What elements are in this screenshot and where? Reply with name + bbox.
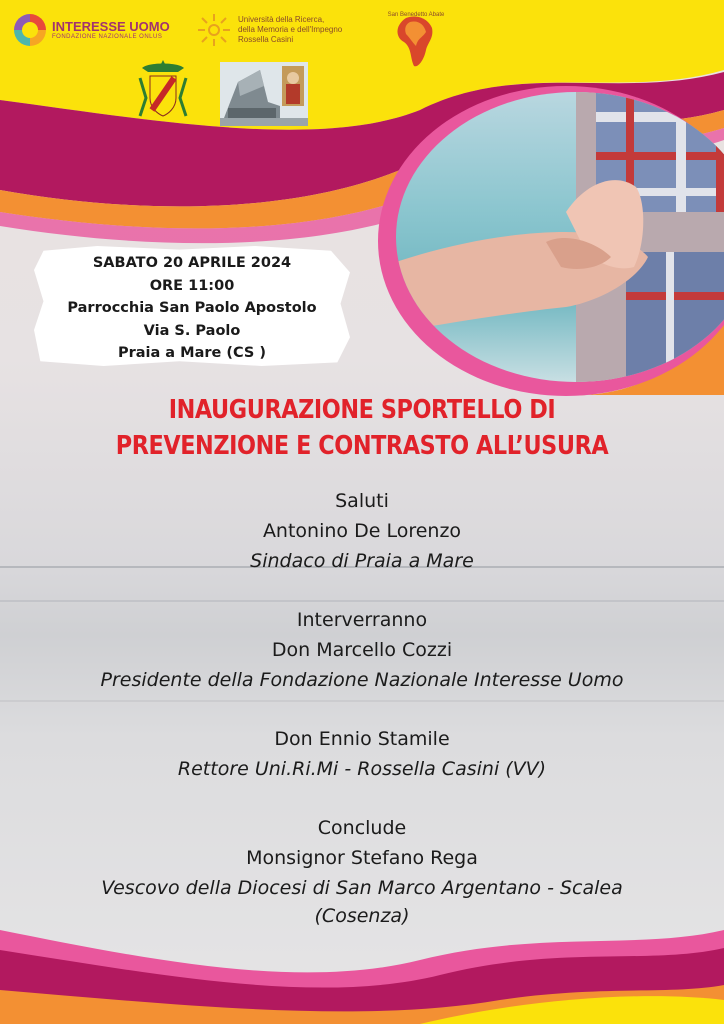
- event-date: SABATO 20 APRILE 2024: [92, 255, 292, 271]
- speaker-2-name: Don Ennio Stamile: [274, 728, 450, 750]
- interesse-uomo-logo-mark: [14, 14, 46, 46]
- sun-icon: [196, 12, 232, 48]
- speaker-2-role: Rettore Uni.Ri.Mi - Rossella Casini (VV): [177, 758, 547, 780]
- saluti-name: Antonino De Lorenzo: [262, 520, 462, 542]
- event-time: ORE 11:00: [149, 277, 235, 294]
- church-logo: [220, 62, 308, 126]
- event-city: Praia a Mare (CS ): [117, 345, 267, 361]
- saluti-role: Sindaco di Praia a Mare: [250, 550, 474, 572]
- speaker-1-name: Don Marcello Cozzi: [271, 639, 453, 661]
- event-info: [34, 252, 350, 365]
- associazione-logo: [386, 8, 446, 72]
- conclude-role: Vescovo della Diocesi di San Marco Argentano - Scalea: [101, 877, 623, 899]
- interesse-uomo-subtitle: FONDAZIONE NAZIONALE ONLUS: [52, 34, 163, 40]
- universita-line: Rossella Casini: [238, 35, 294, 44]
- universita-line: della Memoria e dell'Impegno: [238, 25, 343, 34]
- event-place: Parrocchia San Paolo Apostolo: [67, 300, 317, 316]
- saluti-heading: Saluti: [335, 490, 389, 512]
- speaker-1-role: Presidente della Fondazione Nazionale Interesse Uomo: [100, 669, 624, 691]
- event-title-line-1: INAUGURAZIONE SPORTELLO DI: [168, 395, 556, 425]
- event-street: Via S. Paolo: [143, 322, 241, 339]
- universita-line: Università della Ricerca,: [238, 15, 325, 24]
- interesse-uomo-title: INTERESSE UOMO: [52, 19, 170, 34]
- conclude-name: Monsignor Stefano Rega: [246, 847, 478, 869]
- svg-text:San Benedetto Abate: San Benedetto Abate: [387, 12, 445, 18]
- bishop-crest-icon: [138, 58, 188, 120]
- interventi-heading: Interverranno: [296, 609, 428, 631]
- conclude-role-location: (Cosenza): [314, 905, 410, 927]
- conclude-heading: Conclude: [317, 817, 407, 839]
- interesse-uomo-logo: [14, 14, 170, 46]
- event-title-line-2: PREVENZIONE E CONTRASTO ALL’USURA: [115, 431, 609, 461]
- universita-logo: [196, 12, 342, 48]
